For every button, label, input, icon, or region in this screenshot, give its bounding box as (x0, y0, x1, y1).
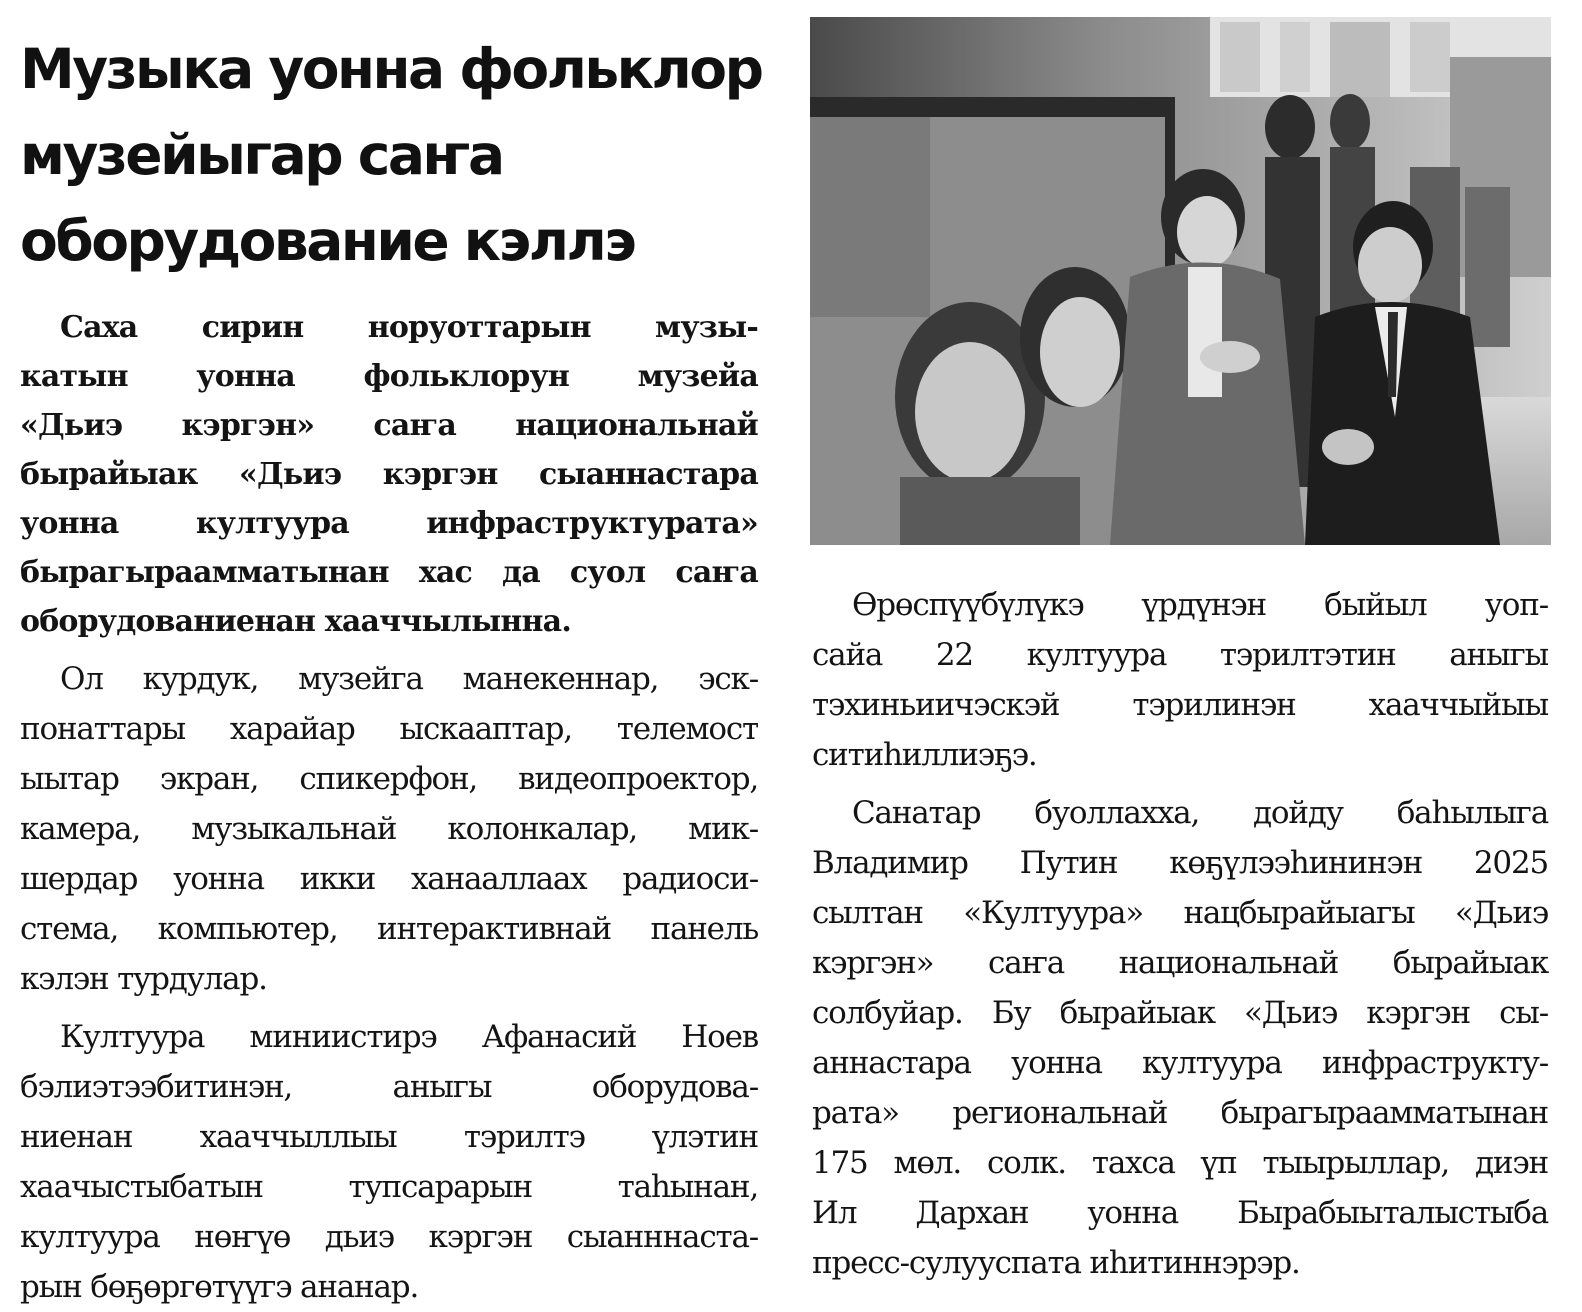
body-line: шердар уонна икки ханааллаах радиоси- (20, 861, 758, 897)
lead-paragraph (20, 303, 758, 646)
lead-line: уонна култуура инфраструктурата» (20, 506, 758, 541)
right-column (812, 580, 1548, 1288)
body-line: камера, музыкальнай колонкалар, мик- (20, 811, 758, 847)
headline-line: Музыка уонна фольклор (20, 37, 762, 101)
body-line: аннастара уонна култуура инфраструкту- (812, 1045, 1548, 1081)
body-line: ниенан хааччыллыы тэрилтэ үлэтин (20, 1119, 758, 1155)
body-line: ыытар экран, спикерфон, видеопроектор, (20, 761, 758, 797)
body-paragraph (812, 580, 1548, 780)
body-line: култуура нөҥүө дьиэ кэргэн сыанннаста- (20, 1219, 758, 1255)
body-line: бэлиэтээбитинэн, аныгы оборудова- (20, 1069, 758, 1105)
left-column (20, 303, 758, 1312)
body-paragraph (20, 654, 758, 1004)
body-line: кэргэн» саҥа национальнай бырайыак (812, 945, 1548, 981)
lead-line: катын уонна фольклорун музейа (20, 359, 758, 394)
body-line: пресс-сулууспата иһитиннэрэр. (812, 1245, 1300, 1281)
body-line: ситиһиллиэҕэ. (812, 737, 1037, 773)
body-line: тэхиньиичэскэй тэрилинэн хааччыйыы (812, 687, 1548, 723)
headline-line: оборудование кэллэ (20, 209, 635, 273)
body-paragraph (812, 788, 1548, 1288)
body-line: сайа 22 култуура тэрилтэтин аныгы (812, 637, 1548, 673)
lead-line: «Дьиэ кэргэн» саҥа национальнай (20, 408, 758, 443)
lead-line: Саха сирин норуоттарын музы- (60, 310, 758, 345)
body-line: Ил Дархан уонна Бырабыыталыстыба (812, 1195, 1548, 1231)
body-line: понаттары харайар ыскааптар, телемост (20, 711, 758, 747)
body-line: Владимир Путин көҕүлээһининэн 2025 (812, 845, 1548, 881)
body-line: Ол курдук, музейга манекеннар, эск- (60, 661, 758, 697)
lead-line: бырайыак «Дьиэ кэргэн сыаннастара (20, 457, 758, 492)
headline-line: музейыгар саҥа (20, 123, 503, 187)
body-line: Санатар буоллахха, дойду баһылыга (852, 795, 1548, 831)
body-line: сылтан «Култуура» нацбырайыагы «Дьиэ (812, 895, 1548, 931)
lead-line: оборудованиенан хааччылынна. (20, 604, 571, 639)
article-photo (810, 17, 1551, 545)
body-paragraph (20, 1012, 758, 1312)
body-line: стема, компьютер, интерактивнай панель (20, 911, 758, 947)
body-line: солбуйар. Бу бырайыак «Дьиэ кэргэн сы- (812, 995, 1548, 1031)
body-line: кэлэн турдулар. (20, 961, 267, 997)
body-line: хаачыстыбатын тупсарарын таһынан, (20, 1169, 758, 1205)
headline (20, 26, 795, 284)
body-line: Өрөспүүбүлүкэ үрдүнэн быйыл уоп- (852, 587, 1548, 623)
body-line: Култуура миниистирэ Афанасий Ноев (60, 1019, 758, 1055)
body-line: рын бөҕөргөтүүгэ ананар. (20, 1269, 419, 1305)
lead-line: бырагыраамматынан хас да суол саҥа (20, 555, 758, 590)
body-line: 175 мөл. солк. тахса үп тыырыллар, диэн (812, 1145, 1548, 1181)
body-line: рата» региональнай бырагыраамматынан (812, 1095, 1548, 1131)
